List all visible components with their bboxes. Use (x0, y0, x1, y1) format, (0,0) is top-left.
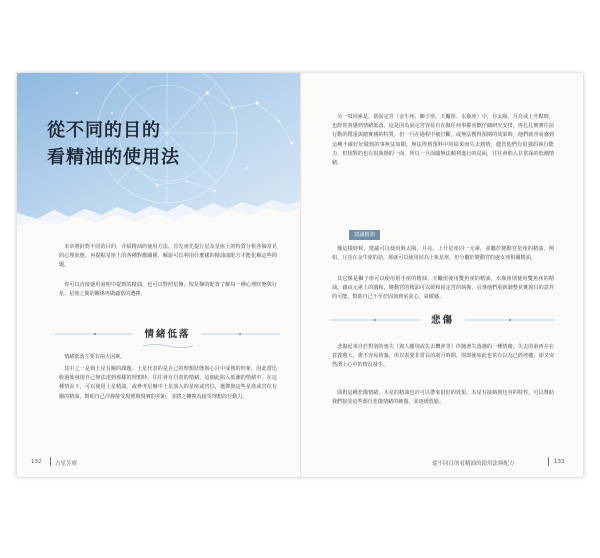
chapter-title-line-2: 看精油的使用法 (47, 147, 180, 168)
folio-divider-left (50, 457, 51, 466)
running-footer-left: 占星芳療 (55, 461, 78, 467)
left-page (17, 73, 300, 477)
right-page (302, 73, 583, 477)
section-heading-sadness: 悲傷 (430, 315, 454, 326)
recommended-oils-tag: 建議精油 (349, 230, 380, 240)
running-footer-right: 從不同目的看精油的使用法與配方 (432, 461, 515, 467)
section-paragraph-1: 情緒低落主要有兩大因素。 (64, 354, 126, 360)
book-spread (17, 73, 583, 477)
right-paragraph-4: 悲傷起來自於對別的喪失（與人離別或失去機會等）伴隨著失落感的一種情緒。失去的東西存在意義愈大，愈不容易捨棄，所以需要非常長的歲月時間，則即使如此也常有以為已經痊癒，卻又突然湧上心中的情況發生。 (332, 344, 554, 369)
watercolor-banner (17, 73, 300, 235)
right-paragraph-1: 另一項因素是，當固定宮（金牛座、獅子座、天蠍座、水瓶座）中，有太陽、月亮或上升點時，也經常會感到情緒低落，這是因為固定宮容易有在做任何事都喜歡仔細研究安排，再扎扎實實往前行動的穩重與踏實感的特質，但一旦在過程中被打斷，或無法獲得預期的效果時，他們就容易感到這種不確好好做到的事無法如願，無法得到預料中的結果而失去熱情，儘管他們有很強的執行能力，但相對的也有很執拗的一面，所以一旦面臨無法順利進行的局面，往往會陷入非常深的低潮情緒。 (332, 114, 554, 167)
section-heading-low-mood: 情緒低落 (144, 329, 191, 340)
page-number-left: 132 (31, 459, 42, 465)
intro-paragraph-2: 你可以直接使用說明中提到的精油，也可以對照星盤，按星盤的配置了解每一種心理狀態與行星、星座之間的關係再做適當的選擇。 (59, 282, 277, 298)
intro-paragraph-1: 本章將針對不同的目的，介紹精油的使用方法。首先會先提行星及星座上的特質分析各個常見的心理狀態，再提點星座上的各種對應關係，解說可以利用什麼樣的精油或配方才能化解這些問題。 (59, 244, 277, 269)
chapter-title (47, 117, 180, 171)
right-paragraph-3: 其它像是獅子座可以使用射手座的精油，天蠍座使用雙魚座的精油，水瓶座則使用雙魚座的精油。藉由元素上的調和，變動宮的精油可以緩和固定宮的執拗，引導他們重新調整並實現目的意外的可能，幫助自己不至於固執到底灰心、氣餒感。 (332, 276, 554, 301)
chapter-title-line-1: 從不同的目的 (47, 120, 161, 141)
section-paragraph-2: 其中之一是與土星有關的課題。土星代表的是自己的理想狀態與心目中成熟的形象，因此當比較過後發現自己無法達到那樣的理想時，往往會有自責的情緒，這個此陷入低潮的情緒中。在這種情況下，可以使用土星精油。或參考星盤中土星落入的星座或宮位，選擇與這些星座或宮位有關的精油，幫助自己冷靜接受現實與現實的差距，並將之轉換為接受理想的行動力。 (59, 366, 277, 400)
page-number-right: 133 (554, 459, 565, 465)
folio-divider-right (548, 457, 549, 466)
right-paragraph-5: 面對這種悲傷情緒，木星的精油也許可以帶來很好的效果。木星有接納與包容的特性，可以幫助我們接受這些源自悲傷情緒的硬傷，並逐緩放鬆。 (332, 390, 554, 406)
right-paragraph-2: 像這樣時候，建議可以使用與太陽、月亮、上升星座同一元素，並屬於變動宮星座的精油。例如，月亮在金牛座的話，那就可以使用同為土象星座，但分屬於變動宮的處女座相關精油。 (332, 246, 554, 262)
heading-underline-ornament (143, 343, 193, 349)
